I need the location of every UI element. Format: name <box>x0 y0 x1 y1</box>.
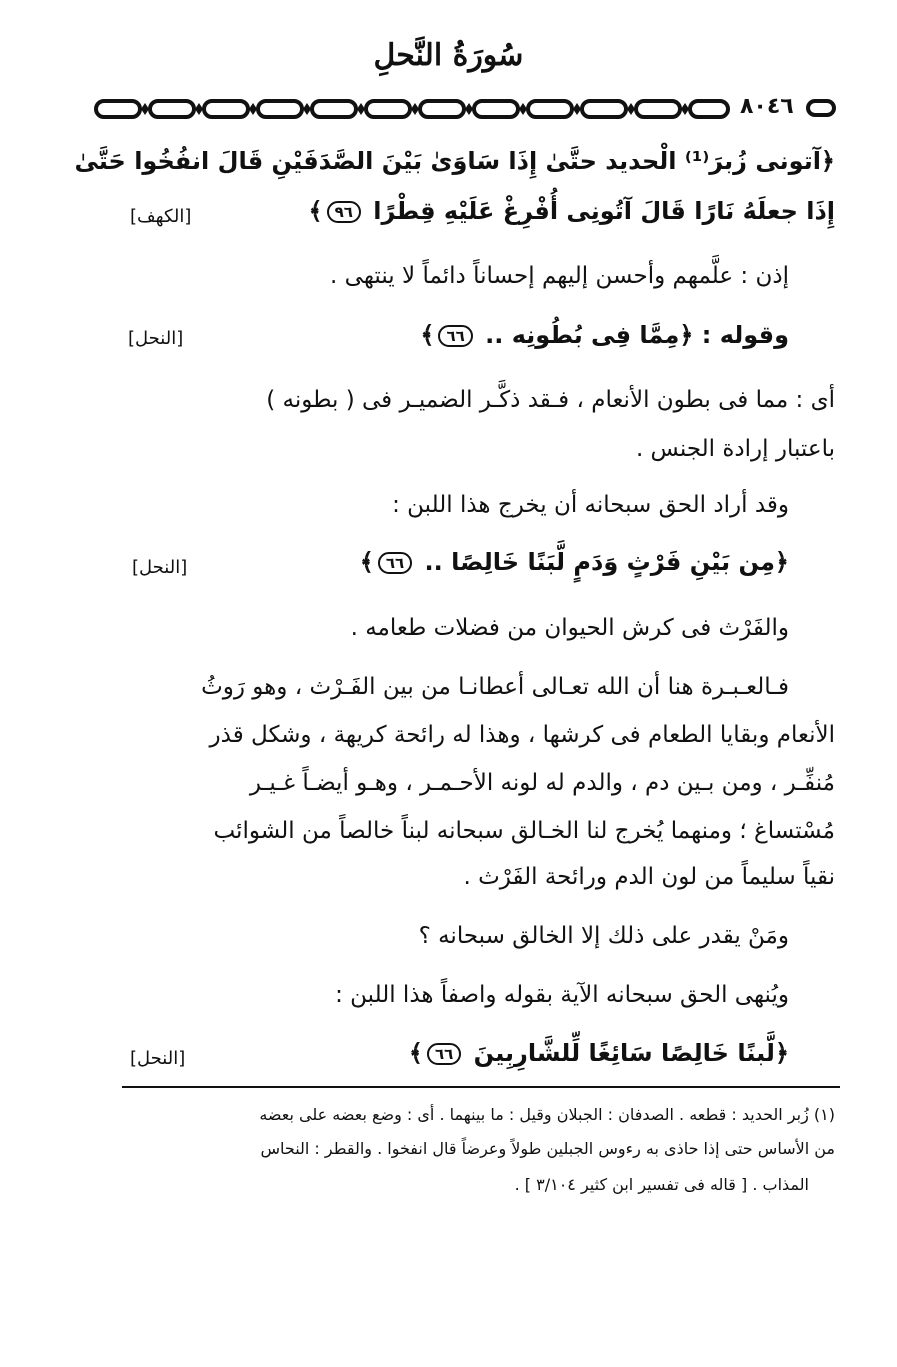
footnote-divider <box>122 1086 840 1088</box>
footnote-line: المذاب . [ قاله فى تفسير ابن كثير ٣/١٠٤ ] . <box>514 1175 809 1194</box>
verse-number-badge: ٩٦ <box>327 201 361 223</box>
verse-reference: [النحل] <box>130 1048 186 1069</box>
paragraph-line: أى : مما فى بطون الأنعام ، فـقد ذكَّـر الضميـر فى ( بطونه ) <box>266 387 835 413</box>
verse-close-bracket: ﴾ <box>408 1039 423 1067</box>
paragraph-line: الأنعام وبقايا الطعام فى كرشها ، وهذا له رائحة كريهة ، وشكل قذر <box>209 722 835 748</box>
page-number-block <box>740 94 840 122</box>
verse-number-badge: ٦٦ <box>438 325 472 347</box>
verse-reference: [النحل] <box>128 328 184 349</box>
quote-line <box>360 547 789 577</box>
paragraph: وقد أراد الحق سبحانه أن يخرج هذا اللبن : <box>392 492 789 518</box>
paragraph: ومَنْ يقدر على ذلك إلا الخالق سبحانه ؟ <box>418 923 789 949</box>
paragraph: والفَرْث فى كرش الحيوان من فضلات طعامه . <box>350 615 789 641</box>
paragraph-line: نقياً سليماً من لون الدم ورائحة الفَرْث . <box>463 864 835 890</box>
quote-line <box>420 320 789 350</box>
paragraph-line: فـالعـبـرة هنا أن الله تعـالى أعطانـا من بين الفَـرْث ، وهو رَوثُ <box>201 674 789 700</box>
paragraph-line: مُسْتساغ ؛ ومنهما يُخرج لنا الخـالق سبحانه لبناً خالصاً من الشوائب <box>213 818 835 844</box>
paragraph: ويُنهى الحق سبحانه الآية بقوله واصفاً هذا اللبن : <box>335 982 789 1008</box>
surah-title: سُورَةُ النَّحلِ <box>373 38 524 73</box>
verse-number-badge: ٦٦ <box>378 552 412 574</box>
verse-close-bracket: ﴾ <box>359 548 374 576</box>
chain-end-link-icon <box>806 98 836 118</box>
ornamental-chain-divider <box>92 96 732 122</box>
paragraph: إذن : علَّمهم وأحسن إليهم إحساناً دائماً لا ينتهى . <box>330 263 789 289</box>
verse-kahf-line-2 <box>309 196 835 226</box>
verse-reference: [النحل] <box>132 557 188 578</box>
quote-text: ﴿مِن بَيْنِ فَرْثٍ وَدَمٍ لَّبَنًا خَالِصًا .. <box>424 548 789 576</box>
verse-close-bracket: ﴾ <box>308 197 323 225</box>
footnote-line: من الأساس حتى إذا حاذى به رءوس الجبلين طولاً وعرضاً قال انفخوا . والقطر : النحاس <box>260 1139 835 1158</box>
quote-line <box>409 1038 789 1068</box>
verse-reference: [الكهف] <box>130 206 192 227</box>
quote-text: ﴿لَّبنًا خَالِصًا سَائِغًا لِّلشَّارِبِينَ <box>473 1039 789 1067</box>
footnote-line: (١) زُبر الحديد : قطعه . الصدفان : الجبلان وقيل : ما بينهما . أى : وضع بعضه على بعضه <box>259 1105 835 1124</box>
verse-number-badge: ٦٦ <box>427 1043 461 1065</box>
verse-kahf-line-2-text: إِذَا جعلَهُ نَارًا قَالَ آتُونِى أُفْرِغْ عَلَيْهِ قِطْرًا <box>373 197 835 225</box>
verse-close-bracket: ﴾ <box>420 321 435 349</box>
paragraph-line: باعتبار إرادة الجنس . <box>635 436 835 462</box>
quote-text: وقوله : ﴿مِمَّا فِى بُطُونِه .. <box>485 321 789 349</box>
verse-kahf-line-1: ﴿آتونى زُبرَ⁽¹⁾ الْحديد حتَّىٰ إِذَا سَاوَىٰ بَيْنَ الصَّدَفَيْنِ قَالَ انفُخُوا حَتَّىٰ <box>74 147 835 175</box>
paragraph-line: مُنفِّـر ، ومن بـين دم ، والدم له لونه الأحـمـر ، وهـو أيضـاً غـيـر <box>249 770 835 796</box>
page-number: ٨٠٤٦ <box>740 94 794 119</box>
